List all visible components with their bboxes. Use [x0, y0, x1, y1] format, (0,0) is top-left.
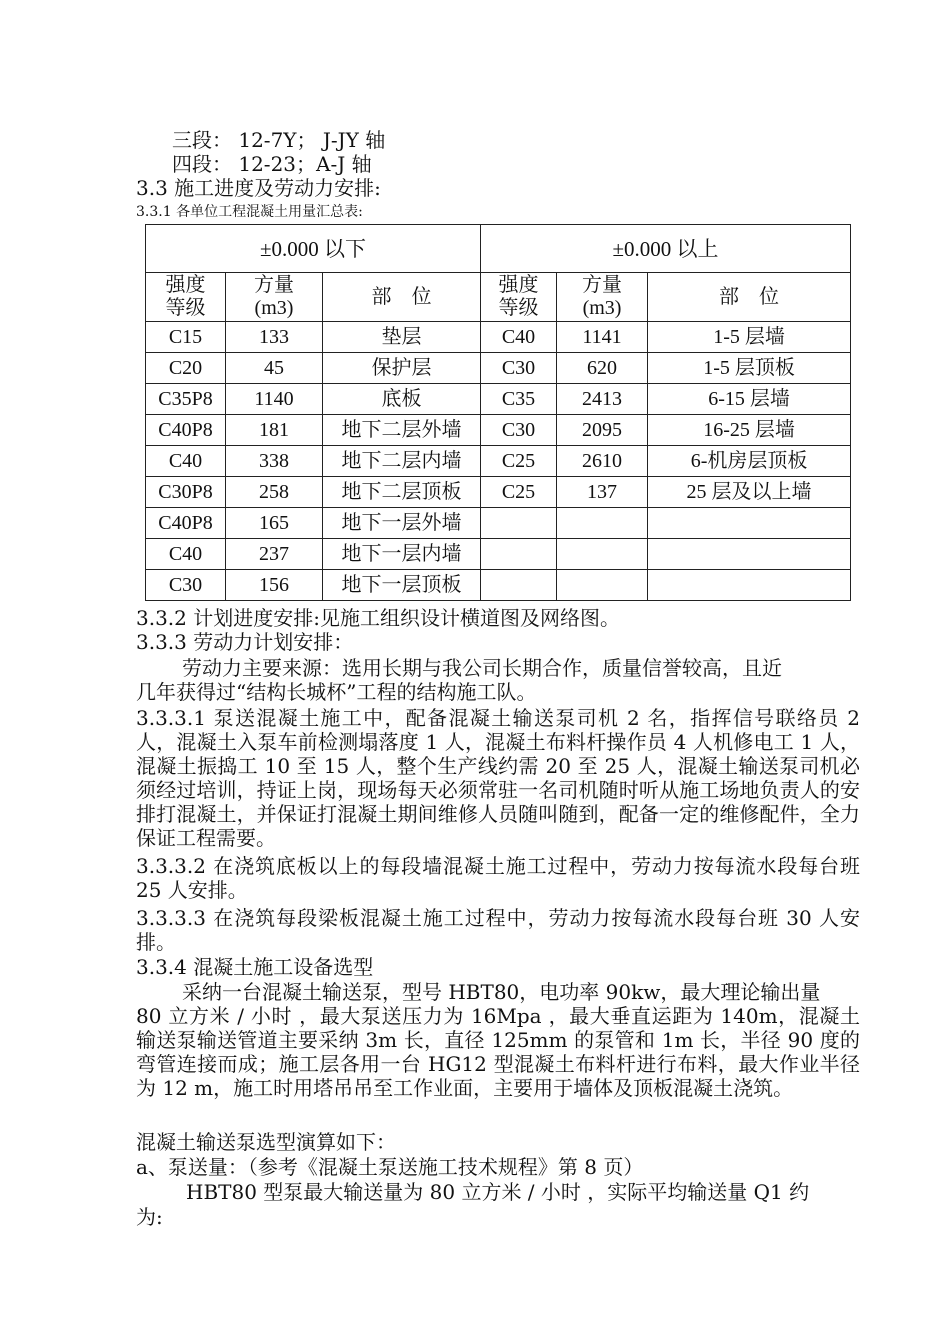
quantity-cell: 258 [226, 477, 323, 508]
grade-column-header: 强度 等级 [146, 273, 226, 322]
quantity-cell: 45 [226, 353, 323, 384]
grade-cell: C35 [481, 384, 557, 415]
heading-3-3-3: 3.3.3 劳动力计划安排： [136, 630, 354, 654]
table-row [146, 415, 851, 446]
grade-column-header: 强度 等级 [481, 273, 557, 322]
labor-source-line-2: 几年获得过“结构长城杯”工程的结构施工队。 [136, 680, 537, 704]
grade-cell [481, 539, 557, 570]
part-cell [648, 508, 851, 539]
grade-cell: C40P8 [146, 415, 226, 446]
grade-cell [481, 570, 557, 601]
quantity-cell: 2413 [557, 384, 648, 415]
part-cell: 16-25 层墙 [648, 415, 851, 446]
quantity-cell: 156 [226, 570, 323, 601]
paragraph-3-3-3-1: 3.3.3.1 泵送混凝土施工中，配备混凝土输送泵司机 2 名，指挥信号联络员 2 人，混凝土入泵车前检测塌落度 1 人，混凝土布料杆操作员 4 人机修电工 1 人，混凝土振捣工 10 至 15 人，整个生产线约需 20 至 25 人，混凝土输送泵司机必须经过培训，持证上岗，现场每天必须常驻一名司机随时听从施工场地负责人的安排打混凝土，并保证打混凝土期间维修人员随叫随到，配备一定的维修配件，全力保证工程需要。 [136, 706, 860, 850]
equipment-line-1: 采纳一台混凝土输送泵，型号 HBT80，电功率 90kw，最大理论输出量 [182, 980, 821, 1004]
concrete-volume-table [145, 224, 851, 601]
part-cell: 6-机房层顶板 [648, 446, 851, 477]
heading-3-3-4: 3.3.4 混凝土施工设备选型 [136, 955, 374, 979]
quantity-cell: 137 [557, 477, 648, 508]
quantity-cell: 165 [226, 508, 323, 539]
table-row [146, 570, 851, 601]
table-row [146, 384, 851, 415]
equipment-paragraph: 80 立方米 / 小时 ，最大泵送压力为 16Mpa ，最大垂直运距为 140m，混凝土输送泵输送管道主要采纳 3m 长，直径 125mm 的泵管和 1m 长，半径 90 度的弯管连接而成；施工层各用一台 HG12 型混凝土布料杆进行布料，最大作业半径为 12 m，施工时用塔吊吊至工作业面，主要用于墙体及顶板混凝土浇筑。 [136, 1004, 860, 1100]
quantity-cell: 237 [226, 539, 323, 570]
part-cell: 保护层 [323, 353, 481, 384]
table-row [146, 477, 851, 508]
section-3-line: 三段： 12-7Y； J-JY 轴 [172, 128, 386, 152]
table-row [146, 353, 851, 384]
quantity-cell: 338 [226, 446, 323, 477]
grade-cell: C35P8 [146, 384, 226, 415]
grade-cell: C30 [481, 353, 557, 384]
part-cell: 地下一层内墙 [323, 539, 481, 570]
part-cell: 25 层及以上墙 [648, 477, 851, 508]
grade-cell [481, 508, 557, 539]
below-zero-header: ±0.000 以下 [146, 225, 481, 273]
grade-cell: C40 [481, 322, 557, 353]
quantity-cell: 133 [226, 322, 323, 353]
calc-title: 混凝土输送泵选型演算如下： [136, 1130, 396, 1154]
grade-cell: C40P8 [146, 508, 226, 539]
grade-cell: C25 [481, 477, 557, 508]
part-cell: 地下一层外墙 [323, 508, 481, 539]
part-cell [648, 570, 851, 601]
part-cell: 1-5 层顶板 [648, 353, 851, 384]
quantity-cell: 2610 [557, 446, 648, 477]
grade-cell: C25 [481, 446, 557, 477]
heading-3-3-1: 3.3.1 各单位工程混凝土用量汇总表: [136, 204, 363, 220]
labor-source-line-1: 劳动力主要来源：选用长期与我公司长期合作，质量信誉较高，且近 [182, 656, 782, 680]
quantity-column-header: 方量 (m3) [226, 273, 323, 322]
quantity-cell: 1140 [226, 384, 323, 415]
part-cell: 底板 [323, 384, 481, 415]
quantity-cell [557, 570, 648, 601]
paragraph-3-3-3-3: 3.3.3.3 在浇筑每段梁板混凝土施工过程中，劳动力按每流水段每台班 30 人安排。 [136, 906, 860, 954]
calc-text-line-2: 为: [136, 1205, 163, 1229]
part-column-header: 部 位 [648, 273, 851, 322]
quantity-cell: 1141 [557, 322, 648, 353]
grade-cell: C40 [146, 446, 226, 477]
table-row [146, 539, 851, 570]
part-cell: 地下二层顶板 [323, 477, 481, 508]
grade-cell: C30P8 [146, 477, 226, 508]
quantity-cell: 620 [557, 353, 648, 384]
heading-3-3-2: 3.3.2 计划进度安排:见施工组织设计横道图及网络图。 [136, 606, 620, 630]
grade-cell: C15 [146, 322, 226, 353]
table-row [146, 446, 851, 477]
part-cell: 地下二层外墙 [323, 415, 481, 446]
heading-3-3: 3.3 施工进度及劳动力安排: [136, 176, 381, 200]
grade-cell: C20 [146, 353, 226, 384]
part-cell [648, 539, 851, 570]
quantity-cell: 181 [226, 415, 323, 446]
part-column-header: 部 位 [323, 273, 481, 322]
calc-text-line-1: HBT80 型泵最大输送量为 80 立方米 / 小时 ，实际平均输送量 Q1 约 [186, 1180, 810, 1204]
quantity-cell: 2095 [557, 415, 648, 446]
grade-cell: C30 [146, 570, 226, 601]
table-row [146, 508, 851, 539]
above-zero-header: ±0.000 以上 [481, 225, 851, 273]
table-row [146, 322, 851, 353]
part-cell: 垫层 [323, 322, 481, 353]
calc-item-a: a、泵送量：（参考《混凝土泵送施工技术规程》第 8 页） [136, 1155, 644, 1179]
grade-cell: C40 [146, 539, 226, 570]
part-cell: 地下一层顶板 [323, 570, 481, 601]
quantity-column-header: 方量 (m3) [557, 273, 648, 322]
section-4-line: 四段： 12-23；A-J 轴 [172, 152, 372, 176]
part-cell: 6-15 层墙 [648, 384, 851, 415]
part-cell: 1-5 层墙 [648, 322, 851, 353]
part-cell: 地下二层内墙 [323, 446, 481, 477]
quantity-cell [557, 539, 648, 570]
paragraph-3-3-3-2: 3.3.3.2 在浇筑底板以上的每段墙混凝土施工过程中，劳动力按每流水段每台班 25 人安排。 [136, 854, 860, 902]
grade-cell: C30 [481, 415, 557, 446]
quantity-cell [557, 508, 648, 539]
